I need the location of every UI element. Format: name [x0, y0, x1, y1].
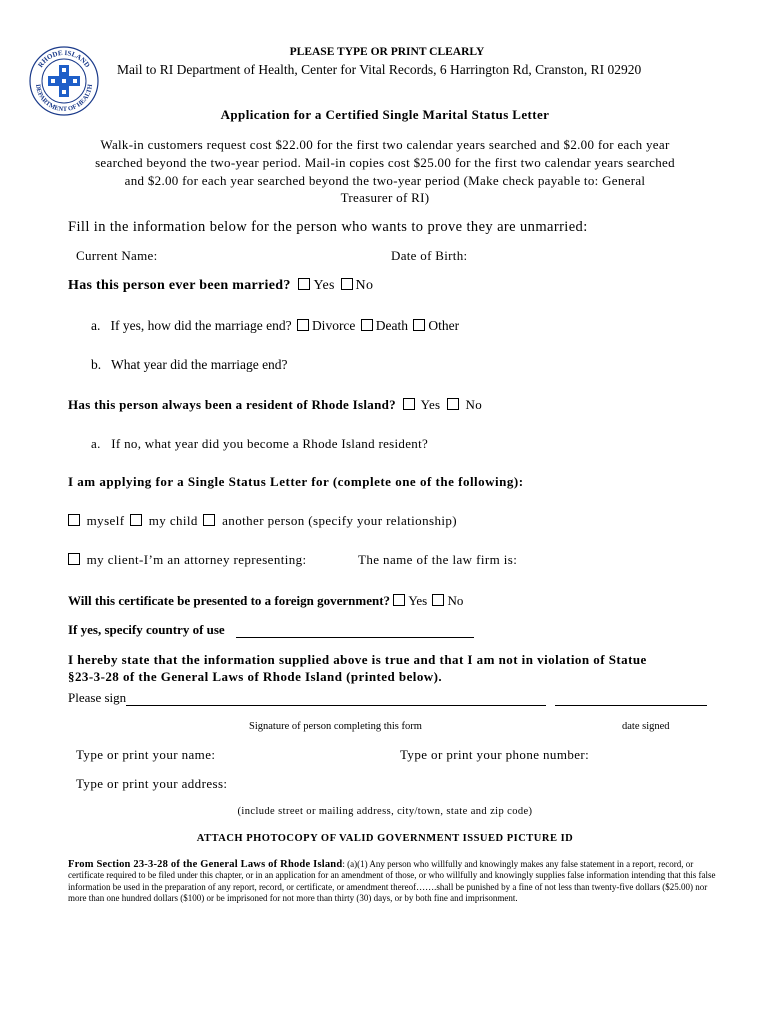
date-signed-caption: date signed — [622, 721, 670, 732]
foreign-question — [68, 593, 463, 609]
name-label: Type or print your name: — [76, 747, 216, 762]
applying-heading: I am applying for a Single Status Letter for (complete one of the following): — [68, 474, 524, 489]
attach-id-notice: ATTACH PHOTOCOPY OF VALID GOVERNMENT ISSUED PICTURE ID — [196, 833, 574, 844]
divorce-checkbox[interactable] — [297, 319, 309, 331]
death-checkbox[interactable] — [361, 319, 373, 331]
marriage-year-question — [91, 357, 288, 373]
resident-yes-label: Yes — [420, 397, 441, 412]
svg-text:DEPARTMENT OF HEALTH: DEPARTMENT OF HEALTH — [33, 83, 95, 114]
child-checkbox[interactable] — [130, 514, 142, 526]
law-excerpt — [68, 859, 720, 904]
foreign-no-checkbox[interactable] — [432, 594, 444, 606]
marriage-end-question — [91, 318, 459, 334]
married-question-text: Has this person ever been married? — [68, 278, 291, 293]
header-mailing-address: Mail to RI Department of Health, Center for Vital Records, 6 Harrington Rd, Cranston, RI 02920 — [117, 62, 642, 77]
divorce-label: Divorce — [311, 318, 356, 333]
phone-label: Type or print your phone number: — [400, 747, 590, 762]
married-question — [68, 278, 373, 294]
intro-text: Fill in the information below for the person who wants to prove they are unmarried: — [68, 219, 588, 235]
resident-question — [68, 397, 482, 413]
resident-question-text: Has this person always been a resident of Rhode Island? — [68, 397, 396, 412]
child-label: my child — [148, 513, 198, 528]
country-row — [68, 622, 474, 638]
svg-text:RHODE ISLAND: RHODE ISLAND — [36, 48, 92, 70]
client-checkbox[interactable] — [68, 553, 80, 565]
resident-year-prefix: a. — [91, 436, 101, 451]
applicant-options-row — [68, 513, 457, 529]
current-name-label: Current Name: — [76, 248, 158, 263]
marriage-year-prefix: b. — [91, 357, 102, 372]
signature-row — [68, 690, 707, 706]
signature-line[interactable] — [126, 693, 546, 706]
marriage-end-text: If yes, how did the marriage end? — [110, 318, 292, 333]
address-label: Type or print your address: — [76, 776, 228, 791]
law-heading: From Section 23-3-28 of the General Laws of Rhode Island — [68, 859, 343, 870]
other-label: Other — [428, 318, 460, 333]
myself-label: myself — [86, 513, 125, 528]
country-label: If yes, specify country of use — [68, 622, 225, 637]
fee-line-2: searched beyond the two-year period. Mail-in copies cost $25.00 for the first two calendar years searched — [95, 155, 675, 170]
law-text: : (a)(1) Any person who willfully and knowingly makes any false statement in a report, record, or certificate required to be filed under this chapter, or in an application for an amendment of those, or who willfully and knowingly supplies false information intending that this false information be used in the preparation of any report, record, or certificate, or amendment thereof…….shall be punished by a fine of not less than twenty-five dollars ($25.00) nor more than one hundred dollars ($100) or be imprisoned for not more than thirty (30) days, or by both fine and imprisonment. — [68, 859, 716, 903]
client-label: my client-I’m an attorney representing: — [86, 552, 307, 567]
marriage-year-text: What year did the marriage end? — [111, 357, 288, 372]
date-of-birth-label: Date of Birth: — [391, 248, 468, 263]
another-person-label: another person (specify your relationship) — [222, 513, 457, 528]
date-signed-line[interactable] — [555, 693, 707, 706]
marriage-end-prefix: a. — [91, 318, 101, 333]
fee-line-1: Walk-in customers request cost $22.00 for the first two calendar years searched and $2.00 for each year — [100, 137, 670, 152]
resident-yes-checkbox[interactable] — [403, 398, 415, 410]
foreign-question-text: Will this certificate be presented to a foreign government? — [68, 593, 391, 608]
married-no-label: No — [355, 278, 374, 293]
client-option-row — [68, 552, 307, 568]
resident-no-label: No — [465, 397, 483, 412]
page-title: Application for a Certified Single Marital Status Letter — [220, 107, 550, 122]
country-input-line[interactable] — [236, 625, 474, 638]
fee-line-3: and $2.00 for each year searched beyond the two-year period (Make check payable to: General — [124, 173, 646, 188]
foreign-no-label: No — [447, 593, 464, 608]
please-sign-label: Please sign — [68, 690, 127, 705]
myself-checkbox[interactable] — [68, 514, 80, 526]
another-person-checkbox[interactable] — [203, 514, 215, 526]
statement-line-1: I hereby state that the information supplied above is true and that I am not in violation of Statue — [68, 652, 647, 667]
foreign-yes-label: Yes — [408, 593, 428, 608]
foreign-yes-checkbox[interactable] — [393, 594, 405, 606]
resident-no-checkbox[interactable] — [447, 398, 459, 410]
married-no-checkbox[interactable] — [341, 278, 353, 290]
married-yes-label: Yes — [313, 278, 335, 293]
married-yes-checkbox[interactable] — [298, 278, 310, 290]
signature-caption: Signature of person completing this form — [249, 721, 422, 732]
resident-year-text: If no, what year did you become a Rhode Island resident? — [111, 436, 429, 451]
death-label: Death — [375, 318, 409, 333]
other-checkbox[interactable] — [413, 319, 425, 331]
address-note: (include street or mailing address, city/town, state and zip code) — [237, 806, 533, 817]
statement-line-2: §23-3-28 of the General Laws of Rhode Island (printed below). — [68, 669, 443, 684]
law-firm-label: The name of the law firm is: — [358, 552, 518, 567]
resident-year-question — [91, 436, 428, 452]
header-instruction: PLEASE TYPE OR PRINT CLEARLY — [289, 46, 485, 58]
fee-line-4: Treasurer of RI) — [340, 190, 430, 205]
